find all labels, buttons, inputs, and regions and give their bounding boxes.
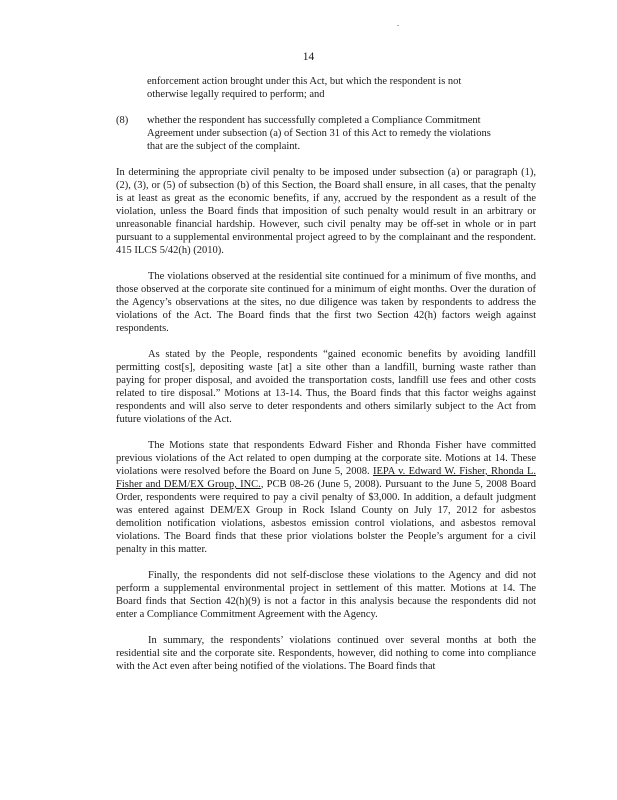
summary-paragraph: In summary, the respondents’ violations continued over several months at both the residential site and the corporate site. Respondents, however, did nothing to come into compliance with the Act even after being notified of the violations. The Board finds that — [116, 635, 536, 672]
previous-violations-paragraph — [116, 439, 536, 556]
page-number: 14 — [302, 51, 315, 63]
duration-paragraph: The violations observed at the residential site continued for a minimum of five months, and those observed at the corporate site continued for a minimum of eight months. Over the duration of the Agency’s observations at the sites, no due diligence was taken by respondents to address the violations of the Act. The Board finds that the first two Section 42(h) factors weigh against respondents. — [116, 271, 536, 334]
case-citation: IEPA v. Edward W. Fisher, Rhonda L. Fisher and DEM/EX Group, INC. — [116, 466, 536, 490]
previous-violations-text: The Motions state that respondents Edward Fisher and Rhonda Fisher have committed previous violations of the Act related to open dumping at the corporate site. Motions at 14. These violations were resolved before the Board on June 5, 2008. — [116, 440, 536, 477]
previous-violations-text-continued: , PCB 08-26 (June 5, 2008). Pursuant to the June 5, 2008 Board Order, respondents were required to pay a civil penalty of $3,000. In addition, a default judgment was entered against DEM/EX Group in Rock Island County on July 17, 2012 for asbestos demolition notification violations, asbestos emission control violations, and asbestos removal violations. The Board finds that these prior violations bolster the People’s argument for a civil penalty in this matter. — [116, 479, 536, 555]
economic-benefit-paragraph: As stated by the People, respondents “gained economic benefits by avoiding landfill permitting cost[s], depositing waste [at] a site other than a landfill, burning waste rather than paying for proper disposal, and avoided the transportation costs, landfill use fees and other costs related to tire disposal.” Motions at 13-14. Thus, the Board finds that this factor weighs against respondents and will also serve to deter respondents and others similarly subject to the Act from future violations of the Act. — [116, 349, 536, 425]
list-item-8 — [116, 114, 501, 153]
stray-mark: . — [397, 19, 399, 28]
statute-paragraph: In determining the appropriate civil penalty to be imposed under subsection (a) or paragraph (1), (2), (3), or (5) of subsection (b) of this Section, the Board shall ensure, in all cases, that the penalty is at least as great as the economic benefits, if any, accrued by the respondent as a result of the violation, unless the Board finds that imposition of such penalty would result in an arbitrary or unreasonable financial hardship. However, such civil penalty may be off-set in whole or in part pursuant to a supplemental environmental project agreed to by the complainant and the respondent. 415 ILCS 5/42(h) (2010). — [116, 167, 536, 256]
body-text — [116, 75, 536, 673]
self-disclosure-paragraph: Finally, the respondents did not self-disclose these violations to the Agency and did not perform a supplemental environmental project in settlement of this matter. Motions at 14. The Board finds that Section 42(h)(9) is not a factor in this analysis because the respondents did not enter a Compliance Commitment Agreement with the Agency. — [116, 570, 536, 620]
list-item-number: (8) — [116, 115, 129, 126]
continuation-text: enforcement action brought under this Act, but which the respondent is not otherwise legally required to perform; and — [147, 76, 462, 100]
list-item-text: whether the respondent has successfully completed a Compliance Commitment Agreement under subsection (a) of Section 31 of this Act to remedy the violations that are the subject of the complaint. — [147, 115, 491, 152]
